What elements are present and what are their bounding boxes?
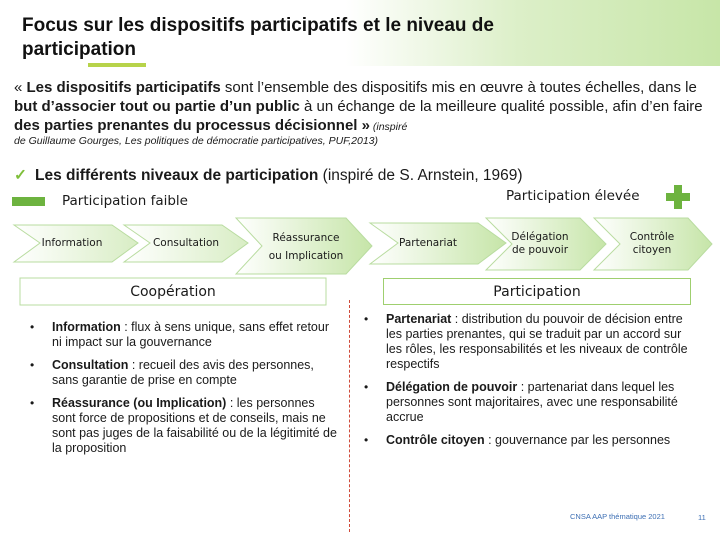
levels-heading-rest: (inspiré de S. Arnstein, 1969): [318, 167, 523, 184]
bullet-term: Partenariat: [386, 312, 452, 326]
step-label-delegation: Délégation de pouvoir: [511, 231, 569, 256]
bullet-desc: : flux à sens unique, sans effet retour ni impact sur la gouvernance: [52, 320, 329, 349]
intro-bold-3: des parties prenantes du processus décisionnel »: [14, 117, 370, 134]
check-icon: ✓: [14, 167, 27, 184]
list-item: [30, 358, 340, 388]
column-divider: [349, 300, 350, 532]
list-item: [364, 312, 694, 372]
bullet-desc: : les personnes sont force de propositions et de conseils, mais ne sont pas juges de la faisabilité ou de la légitimité de la proposition: [52, 396, 337, 455]
intro-citation: de Guillaume Gourges, Les politiques de démocratie participatives, PUF,2013): [14, 135, 379, 147]
bullet-desc: : recueil des avis des personnes, sans garantie de prise en compte: [52, 358, 314, 387]
participation-low-label: Participation faible: [62, 193, 188, 209]
bullet-desc: : gouvernance par les personnes: [484, 433, 671, 447]
bullet-dot: •: [30, 320, 35, 334]
bullet-dot: •: [364, 433, 369, 447]
participation-bullet-list: [364, 312, 694, 456]
page-number: 11: [698, 513, 706, 522]
intro-cite-start: (inspiré: [369, 121, 408, 133]
cooperation-label: Coopération: [130, 284, 216, 300]
list-item: [30, 396, 340, 456]
list-item: [364, 433, 694, 448]
bullet-term: Consultation: [52, 358, 129, 372]
bullet-desc: : partenariat dans lequel les personnes sont majoritaires, avec une responsabilité accrue: [386, 380, 678, 424]
step-label-consultation: Consultation: [152, 237, 220, 249]
participation-label: Participation: [493, 284, 581, 300]
step-label-reassurance: Réassurance ou Implication: [268, 232, 344, 262]
participation-high-label: Participation élevée: [506, 188, 640, 204]
bullet-dot: •: [364, 312, 369, 326]
cooperation-bullet-list: [30, 320, 340, 464]
levels-heading-bold: Les différents niveaux de participation: [35, 167, 319, 184]
footer-note: CNSA AAP thématique 2021: [570, 512, 665, 521]
bullet-desc: : distribution du pouvoir de décision entre les parties prenantes, qui se traduit par un accord sur les rôles, les responsabilités et les niveaux de contrôle respectifs: [386, 312, 688, 371]
intro-quote-open: «: [14, 79, 27, 96]
intro-text-2: à un échange de la meilleure qualité possible, afin d’en faire: [299, 98, 703, 115]
intro-bold-2: but d’associer tout ou partie d’un public: [14, 98, 300, 115]
step-label-partenariat: Partenariat: [398, 237, 458, 249]
bullet-term: Réassurance (ou Implication): [52, 396, 227, 410]
intro-text-1: sont l’ensemble des dispositifs mis en œuvre à toutes échelles, dans le: [220, 79, 697, 96]
step-label-controle: Contrôle citoyen: [629, 231, 675, 256]
bullet-dot: •: [30, 396, 35, 410]
bullet-term: Délégation de pouvoir: [386, 380, 518, 394]
list-item: [30, 320, 340, 350]
list-item: [364, 380, 694, 425]
bullet-term: Information: [52, 320, 121, 334]
step-label-information: Information: [41, 237, 103, 249]
bullet-dot: •: [30, 358, 35, 372]
intro-bold-1: Les dispositifs participatifs: [26, 79, 221, 96]
bullet-term: Contrôle citoyen: [386, 433, 485, 447]
page-title: Focus sur les dispositifs participatifs et le niveau de participation: [22, 15, 494, 60]
bullet-dot: •: [364, 380, 369, 394]
